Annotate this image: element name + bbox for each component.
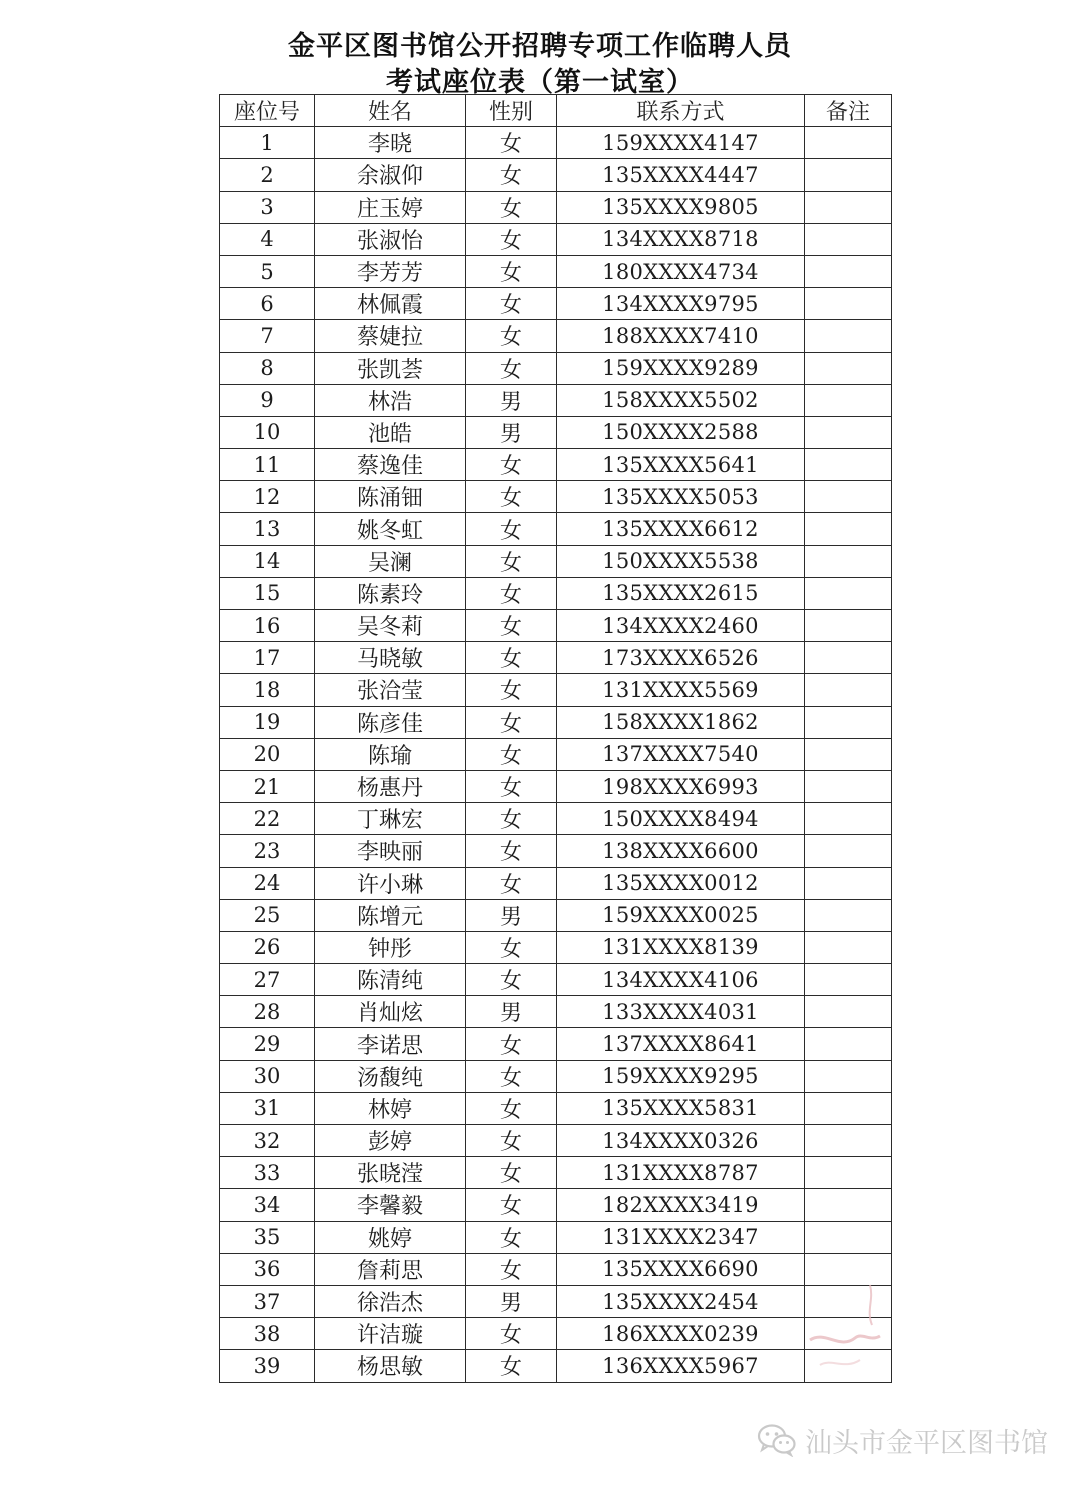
- watermark-text: 汕头市金平区图书馆: [805, 1427, 1048, 1459]
- name-cell: 李晓: [315, 127, 466, 159]
- table-body: [220, 127, 892, 1382]
- table-row: [220, 449, 892, 481]
- name-cell: 吴澜: [315, 545, 466, 577]
- seat-number-cell: 15: [220, 577, 315, 609]
- gender-cell: 男: [466, 899, 557, 931]
- seat-number-cell: 24: [220, 867, 315, 899]
- gender-cell: 女: [466, 513, 557, 545]
- contact-cell: 158XXXX5502: [557, 384, 805, 416]
- gender-cell: 女: [466, 481, 557, 513]
- contact-cell: 135XXXX6612: [557, 513, 805, 545]
- contact-cell: 138XXXX6600: [557, 835, 805, 867]
- table-row: [220, 610, 892, 642]
- contact-cell: 135XXXX4447: [557, 159, 805, 191]
- remarks-cell: [805, 191, 892, 223]
- gender-cell: 男: [466, 1285, 557, 1317]
- table-header-row: [220, 95, 892, 127]
- stamp-trace: [800, 1280, 890, 1390]
- seat-number-cell: 39: [220, 1350, 315, 1382]
- table-row: [220, 1157, 892, 1189]
- remarks-cell: [805, 899, 892, 931]
- remarks-cell: [805, 127, 892, 159]
- seat-number-cell: 4: [220, 223, 315, 255]
- remarks-cell: [805, 1092, 892, 1124]
- seat-number-cell: 7: [220, 320, 315, 352]
- seat-number-cell: 8: [220, 352, 315, 384]
- remarks-cell: [805, 964, 892, 996]
- name-cell: 池皓: [315, 416, 466, 448]
- gender-cell: 女: [466, 191, 557, 223]
- seat-number-cell: 16: [220, 610, 315, 642]
- contact-cell: 150XXXX2588: [557, 416, 805, 448]
- gender-cell: 男: [466, 996, 557, 1028]
- remarks-cell: [805, 1060, 892, 1092]
- seat-number-cell: 23: [220, 835, 315, 867]
- table-row: [220, 1189, 892, 1221]
- remarks-cell: [805, 996, 892, 1028]
- gender-cell: 女: [466, 835, 557, 867]
- gender-cell: 女: [466, 1060, 557, 1092]
- seat-number-cell: 33: [220, 1157, 315, 1189]
- name-cell: 肖灿炫: [315, 996, 466, 1028]
- seat-number-cell: 34: [220, 1189, 315, 1221]
- seat-number-cell: 22: [220, 803, 315, 835]
- table-row: [220, 1350, 892, 1382]
- gender-cell: 女: [466, 288, 557, 320]
- seat-number-cell: 26: [220, 931, 315, 963]
- table-row: [220, 996, 892, 1028]
- name-cell: 彭婷: [315, 1125, 466, 1157]
- remarks-cell: [805, 706, 892, 738]
- seat-number-cell: 31: [220, 1092, 315, 1124]
- gender-cell: 男: [466, 384, 557, 416]
- table-row: [220, 642, 892, 674]
- seat-number-cell: 14: [220, 545, 315, 577]
- remarks-cell: [805, 803, 892, 835]
- remarks-cell: [805, 1221, 892, 1253]
- contact-cell: 135XXXX2454: [557, 1285, 805, 1317]
- contact-cell: 182XXXX3419: [557, 1189, 805, 1221]
- seat-number-cell: 12: [220, 481, 315, 513]
- contact-cell: 198XXXX6993: [557, 770, 805, 802]
- header-remarks: 备注: [805, 95, 892, 127]
- table-row: [220, 255, 892, 287]
- seat-number-cell: 3: [220, 191, 315, 223]
- remarks-cell: [805, 1125, 892, 1157]
- name-cell: 林婷: [315, 1092, 466, 1124]
- gender-cell: 女: [466, 738, 557, 770]
- remarks-cell: [805, 352, 892, 384]
- gender-cell: 女: [466, 577, 557, 609]
- gender-cell: 女: [466, 1350, 557, 1382]
- seat-number-cell: 9: [220, 384, 315, 416]
- remarks-cell: [805, 1157, 892, 1189]
- remarks-cell: [805, 288, 892, 320]
- table-row: [220, 899, 892, 931]
- gender-cell: 女: [466, 1157, 557, 1189]
- table-row: [220, 416, 892, 448]
- document-subtitle: 考试座位表（第一试室）: [386, 67, 694, 98]
- contact-cell: 135XXXX9805: [557, 191, 805, 223]
- name-cell: 姚冬虹: [315, 513, 466, 545]
- header-contact: 联系方式: [557, 95, 805, 127]
- table-row: [220, 867, 892, 899]
- seat-number-cell: 29: [220, 1028, 315, 1060]
- contact-cell: 180XXXX4734: [557, 255, 805, 287]
- name-cell: 蔡婕拉: [315, 320, 466, 352]
- table-row: [220, 352, 892, 384]
- contact-cell: 131XXXX2347: [557, 1221, 805, 1253]
- contact-cell: 135XXXX6690: [557, 1253, 805, 1285]
- remarks-cell: [805, 577, 892, 609]
- name-cell: 陈瑜: [315, 738, 466, 770]
- name-cell: 詹莉思: [315, 1253, 466, 1285]
- table-row: [220, 1318, 892, 1350]
- gender-cell: 女: [466, 770, 557, 802]
- gender-cell: 女: [466, 931, 557, 963]
- gender-cell: 女: [466, 610, 557, 642]
- gender-cell: 女: [466, 1189, 557, 1221]
- contact-cell: 134XXXX8718: [557, 223, 805, 255]
- remarks-cell: [805, 159, 892, 191]
- gender-cell: 女: [466, 449, 557, 481]
- gender-cell: 女: [466, 1125, 557, 1157]
- seat-number-cell: 11: [220, 449, 315, 481]
- gender-cell: 女: [466, 352, 557, 384]
- table-row: [220, 513, 892, 545]
- gender-cell: 女: [466, 545, 557, 577]
- table-row: [220, 384, 892, 416]
- remarks-cell: [805, 1028, 892, 1060]
- table-row: [220, 674, 892, 706]
- contact-cell: 134XXXX9795: [557, 288, 805, 320]
- table-row: [220, 1285, 892, 1317]
- seat-number-cell: 32: [220, 1125, 315, 1157]
- name-cell: 李馨毅: [315, 1189, 466, 1221]
- seat-number-cell: 20: [220, 738, 315, 770]
- table-row: [220, 931, 892, 963]
- gender-cell: 女: [466, 1028, 557, 1060]
- table-row: [220, 1092, 892, 1124]
- contact-cell: 150XXXX8494: [557, 803, 805, 835]
- remarks-cell: [805, 931, 892, 963]
- remarks-cell: [805, 1189, 892, 1221]
- remarks-cell: [805, 545, 892, 577]
- name-cell: 徐浩杰: [315, 1285, 466, 1317]
- table-row: [220, 159, 892, 191]
- name-cell: 马晓敏: [315, 642, 466, 674]
- name-cell: 庄玉婷: [315, 191, 466, 223]
- wechat-icon: [757, 1423, 797, 1457]
- gender-cell: 女: [466, 1318, 557, 1350]
- gender-cell: 女: [466, 223, 557, 255]
- table-row: [220, 835, 892, 867]
- name-cell: 张晓滢: [315, 1157, 466, 1189]
- remarks-cell: [805, 610, 892, 642]
- remarks-cell: [805, 642, 892, 674]
- seat-number-cell: 25: [220, 899, 315, 931]
- remarks-cell: [805, 738, 892, 770]
- name-cell: 陈增元: [315, 899, 466, 931]
- seat-number-cell: 18: [220, 674, 315, 706]
- name-cell: 姚婷: [315, 1221, 466, 1253]
- table-row: [220, 770, 892, 802]
- contact-cell: 158XXXX1862: [557, 706, 805, 738]
- remarks-cell: [805, 770, 892, 802]
- gender-cell: 女: [466, 706, 557, 738]
- name-cell: 陈彦佳: [315, 706, 466, 738]
- contact-cell: 173XXXX6526: [557, 642, 805, 674]
- table-row: [220, 738, 892, 770]
- contact-cell: 135XXXX5053: [557, 481, 805, 513]
- table-row: [220, 127, 892, 159]
- table-row: [220, 577, 892, 609]
- seat-number-cell: 28: [220, 996, 315, 1028]
- seat-number-cell: 5: [220, 255, 315, 287]
- table-row: [220, 1125, 892, 1157]
- header-name: 姓名: [315, 95, 466, 127]
- gender-cell: 女: [466, 1221, 557, 1253]
- remarks-cell: [805, 384, 892, 416]
- table-row: [220, 288, 892, 320]
- seat-number-cell: 13: [220, 513, 315, 545]
- gender-cell: 女: [466, 159, 557, 191]
- contact-cell: 135XXXX5831: [557, 1092, 805, 1124]
- remarks-cell: [805, 255, 892, 287]
- remarks-cell: [805, 320, 892, 352]
- gender-cell: 女: [466, 642, 557, 674]
- seating-table: [219, 94, 892, 1383]
- contact-cell: 133XXXX4031: [557, 996, 805, 1028]
- seat-number-cell: 38: [220, 1318, 315, 1350]
- seat-number-cell: 36: [220, 1253, 315, 1285]
- contact-cell: 134XXXX2460: [557, 610, 805, 642]
- header-seat-number: 座位号: [220, 95, 315, 127]
- name-cell: 余淑仰: [315, 159, 466, 191]
- contact-cell: 159XXXX9295: [557, 1060, 805, 1092]
- seat-number-cell: 10: [220, 416, 315, 448]
- table-row: [220, 481, 892, 513]
- gender-cell: 女: [466, 320, 557, 352]
- name-cell: 林浩: [315, 384, 466, 416]
- table-row: [220, 1221, 892, 1253]
- remarks-cell: [805, 674, 892, 706]
- seat-number-cell: 6: [220, 288, 315, 320]
- table-row: [220, 1253, 892, 1285]
- contact-cell: 137XXXX7540: [557, 738, 805, 770]
- contact-cell: 136XXXX5967: [557, 1350, 805, 1382]
- name-cell: 丁琳宏: [315, 803, 466, 835]
- table-row: [220, 964, 892, 996]
- name-cell: 张洽莹: [315, 674, 466, 706]
- remarks-cell: [805, 449, 892, 481]
- name-cell: 陈清纯: [315, 964, 466, 996]
- contact-cell: 186XXXX0239: [557, 1318, 805, 1350]
- gender-cell: 女: [466, 964, 557, 996]
- gender-cell: 女: [466, 255, 557, 287]
- name-cell: 钟彤: [315, 931, 466, 963]
- name-cell: 陈涌钿: [315, 481, 466, 513]
- contact-cell: 135XXXX5641: [557, 449, 805, 481]
- contact-cell: 131XXXX8139: [557, 931, 805, 963]
- header-gender: 性别: [466, 95, 557, 127]
- seat-number-cell: 21: [220, 770, 315, 802]
- contact-cell: 150XXXX5538: [557, 545, 805, 577]
- remarks-cell: [805, 513, 892, 545]
- remarks-cell: [805, 835, 892, 867]
- seat-number-cell: 19: [220, 706, 315, 738]
- seat-number-cell: 37: [220, 1285, 315, 1317]
- name-cell: 陈素玲: [315, 577, 466, 609]
- contact-cell: 135XXXX2615: [557, 577, 805, 609]
- gender-cell: 女: [466, 674, 557, 706]
- name-cell: 吴冬莉: [315, 610, 466, 642]
- seat-number-cell: 17: [220, 642, 315, 674]
- remarks-cell: [805, 481, 892, 513]
- name-cell: 许洁璇: [315, 1318, 466, 1350]
- contact-cell: 137XXXX8641: [557, 1028, 805, 1060]
- gender-cell: 女: [466, 1253, 557, 1285]
- name-cell: 林佩霞: [315, 288, 466, 320]
- gender-cell: 女: [466, 127, 557, 159]
- remarks-cell: [805, 867, 892, 899]
- gender-cell: 男: [466, 416, 557, 448]
- name-cell: 张淑怡: [315, 223, 466, 255]
- contact-cell: 134XXXX4106: [557, 964, 805, 996]
- gender-cell: 女: [466, 1092, 557, 1124]
- seat-number-cell: 30: [220, 1060, 315, 1092]
- name-cell: 蔡逸佳: [315, 449, 466, 481]
- name-cell: 杨思敏: [315, 1350, 466, 1382]
- name-cell: 张凯荟: [315, 352, 466, 384]
- contact-cell: 131XXXX8787: [557, 1157, 805, 1189]
- name-cell: 杨惠丹: [315, 770, 466, 802]
- seat-number-cell: 27: [220, 964, 315, 996]
- table-row: [220, 223, 892, 255]
- seat-number-cell: 2: [220, 159, 315, 191]
- table-row: [220, 1060, 892, 1092]
- document-title: 金平区图书馆公开招聘专项工作临聘人员: [288, 31, 792, 62]
- contact-cell: 188XXXX7410: [557, 320, 805, 352]
- name-cell: 李芳芳: [315, 255, 466, 287]
- remarks-cell: [805, 223, 892, 255]
- source-watermark: [757, 1420, 1048, 1460]
- name-cell: 李诺思: [315, 1028, 466, 1060]
- table-row: [220, 545, 892, 577]
- table-row: [220, 1028, 892, 1060]
- contact-cell: 135XXXX0012: [557, 867, 805, 899]
- contact-cell: 159XXXX0025: [557, 899, 805, 931]
- table-row: [220, 320, 892, 352]
- seat-number-cell: 1: [220, 127, 315, 159]
- contact-cell: 131XXXX5569: [557, 674, 805, 706]
- seat-number-cell: 35: [220, 1221, 315, 1253]
- name-cell: 汤馥纯: [315, 1060, 466, 1092]
- gender-cell: 女: [466, 867, 557, 899]
- contact-cell: 159XXXX9289: [557, 352, 805, 384]
- name-cell: 许小琳: [315, 867, 466, 899]
- name-cell: 李映丽: [315, 835, 466, 867]
- contact-cell: 134XXXX0326: [557, 1125, 805, 1157]
- gender-cell: 女: [466, 803, 557, 835]
- contact-cell: 159XXXX4147: [557, 127, 805, 159]
- table-row: [220, 191, 892, 223]
- remarks-cell: [805, 416, 892, 448]
- table-row: [220, 706, 892, 738]
- table-row: [220, 803, 892, 835]
